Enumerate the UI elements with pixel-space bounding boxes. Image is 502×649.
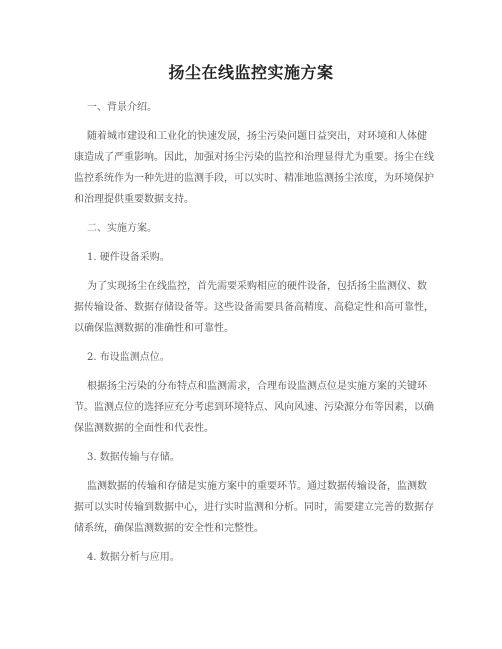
paragraph-line: 据可以实时传输到数据中心，进行实时监测和分析。同时，需要建立完善的数据存 <box>74 502 434 513</box>
paragraph-line: 和治理提供重要数据支持。 <box>74 194 194 205</box>
paragraph-line: 以确保监测数据的准确性和可靠性。 <box>74 323 234 334</box>
item-heading-4: 4. 数据分析与应用。 <box>87 552 180 563</box>
paragraph-line: 为了实现扬尘在线监控，首先需要采购相应的硬件设备，包括扬尘监测仪、数 <box>87 281 427 292</box>
paragraph-line: 储系统，确保监测数据的安全性和完整性。 <box>74 523 264 534</box>
item-heading-2: 2. 布设监测点位。 <box>87 352 170 363</box>
paragraph-line: 节。监测点位的选择应充分考虑到环境特点、风向风速、污染源分布等因素，以确 <box>74 402 434 413</box>
paragraph-line: 根据扬尘污染的分布特点和监测需求，合理布设监测点位是实施方案的关键环 <box>87 381 427 392</box>
paragraph-line: 康造成了严重影响。因此，加强对扬尘污染的监控和治理显得尤为重要。扬尘在线 <box>74 152 434 163</box>
item-heading-3: 3. 数据传输与存储。 <box>87 452 180 463</box>
paragraph-line: 监测数据的传输和存储是实施方案中的重要环节。通过数据传输设备，监测数 <box>87 481 427 492</box>
item-heading-1: 1. 硬件设备采购。 <box>87 252 170 263</box>
document-title: 扬尘在线监控实施方案 <box>168 63 334 82</box>
paragraph-line: 据传输设备、数据存储设备等。这些设备需要具备高精度、高稳定性和高可靠性， <box>74 302 434 313</box>
section-heading-plan: 二、实施方案。 <box>87 223 157 234</box>
paragraph-line: 监控系统作为一种先进的监测手段，可以实时、精准地监测扬尘浓度，为环境保护 <box>74 173 434 184</box>
paragraph-line: 随着城市建设和工业化的快速发展，扬尘污染问题日益突出，对环境和人体健 <box>87 131 427 142</box>
section-heading-background: 一、背景介绍。 <box>87 102 157 113</box>
paragraph-line: 保监测数据的全面性和代表性。 <box>74 423 214 434</box>
